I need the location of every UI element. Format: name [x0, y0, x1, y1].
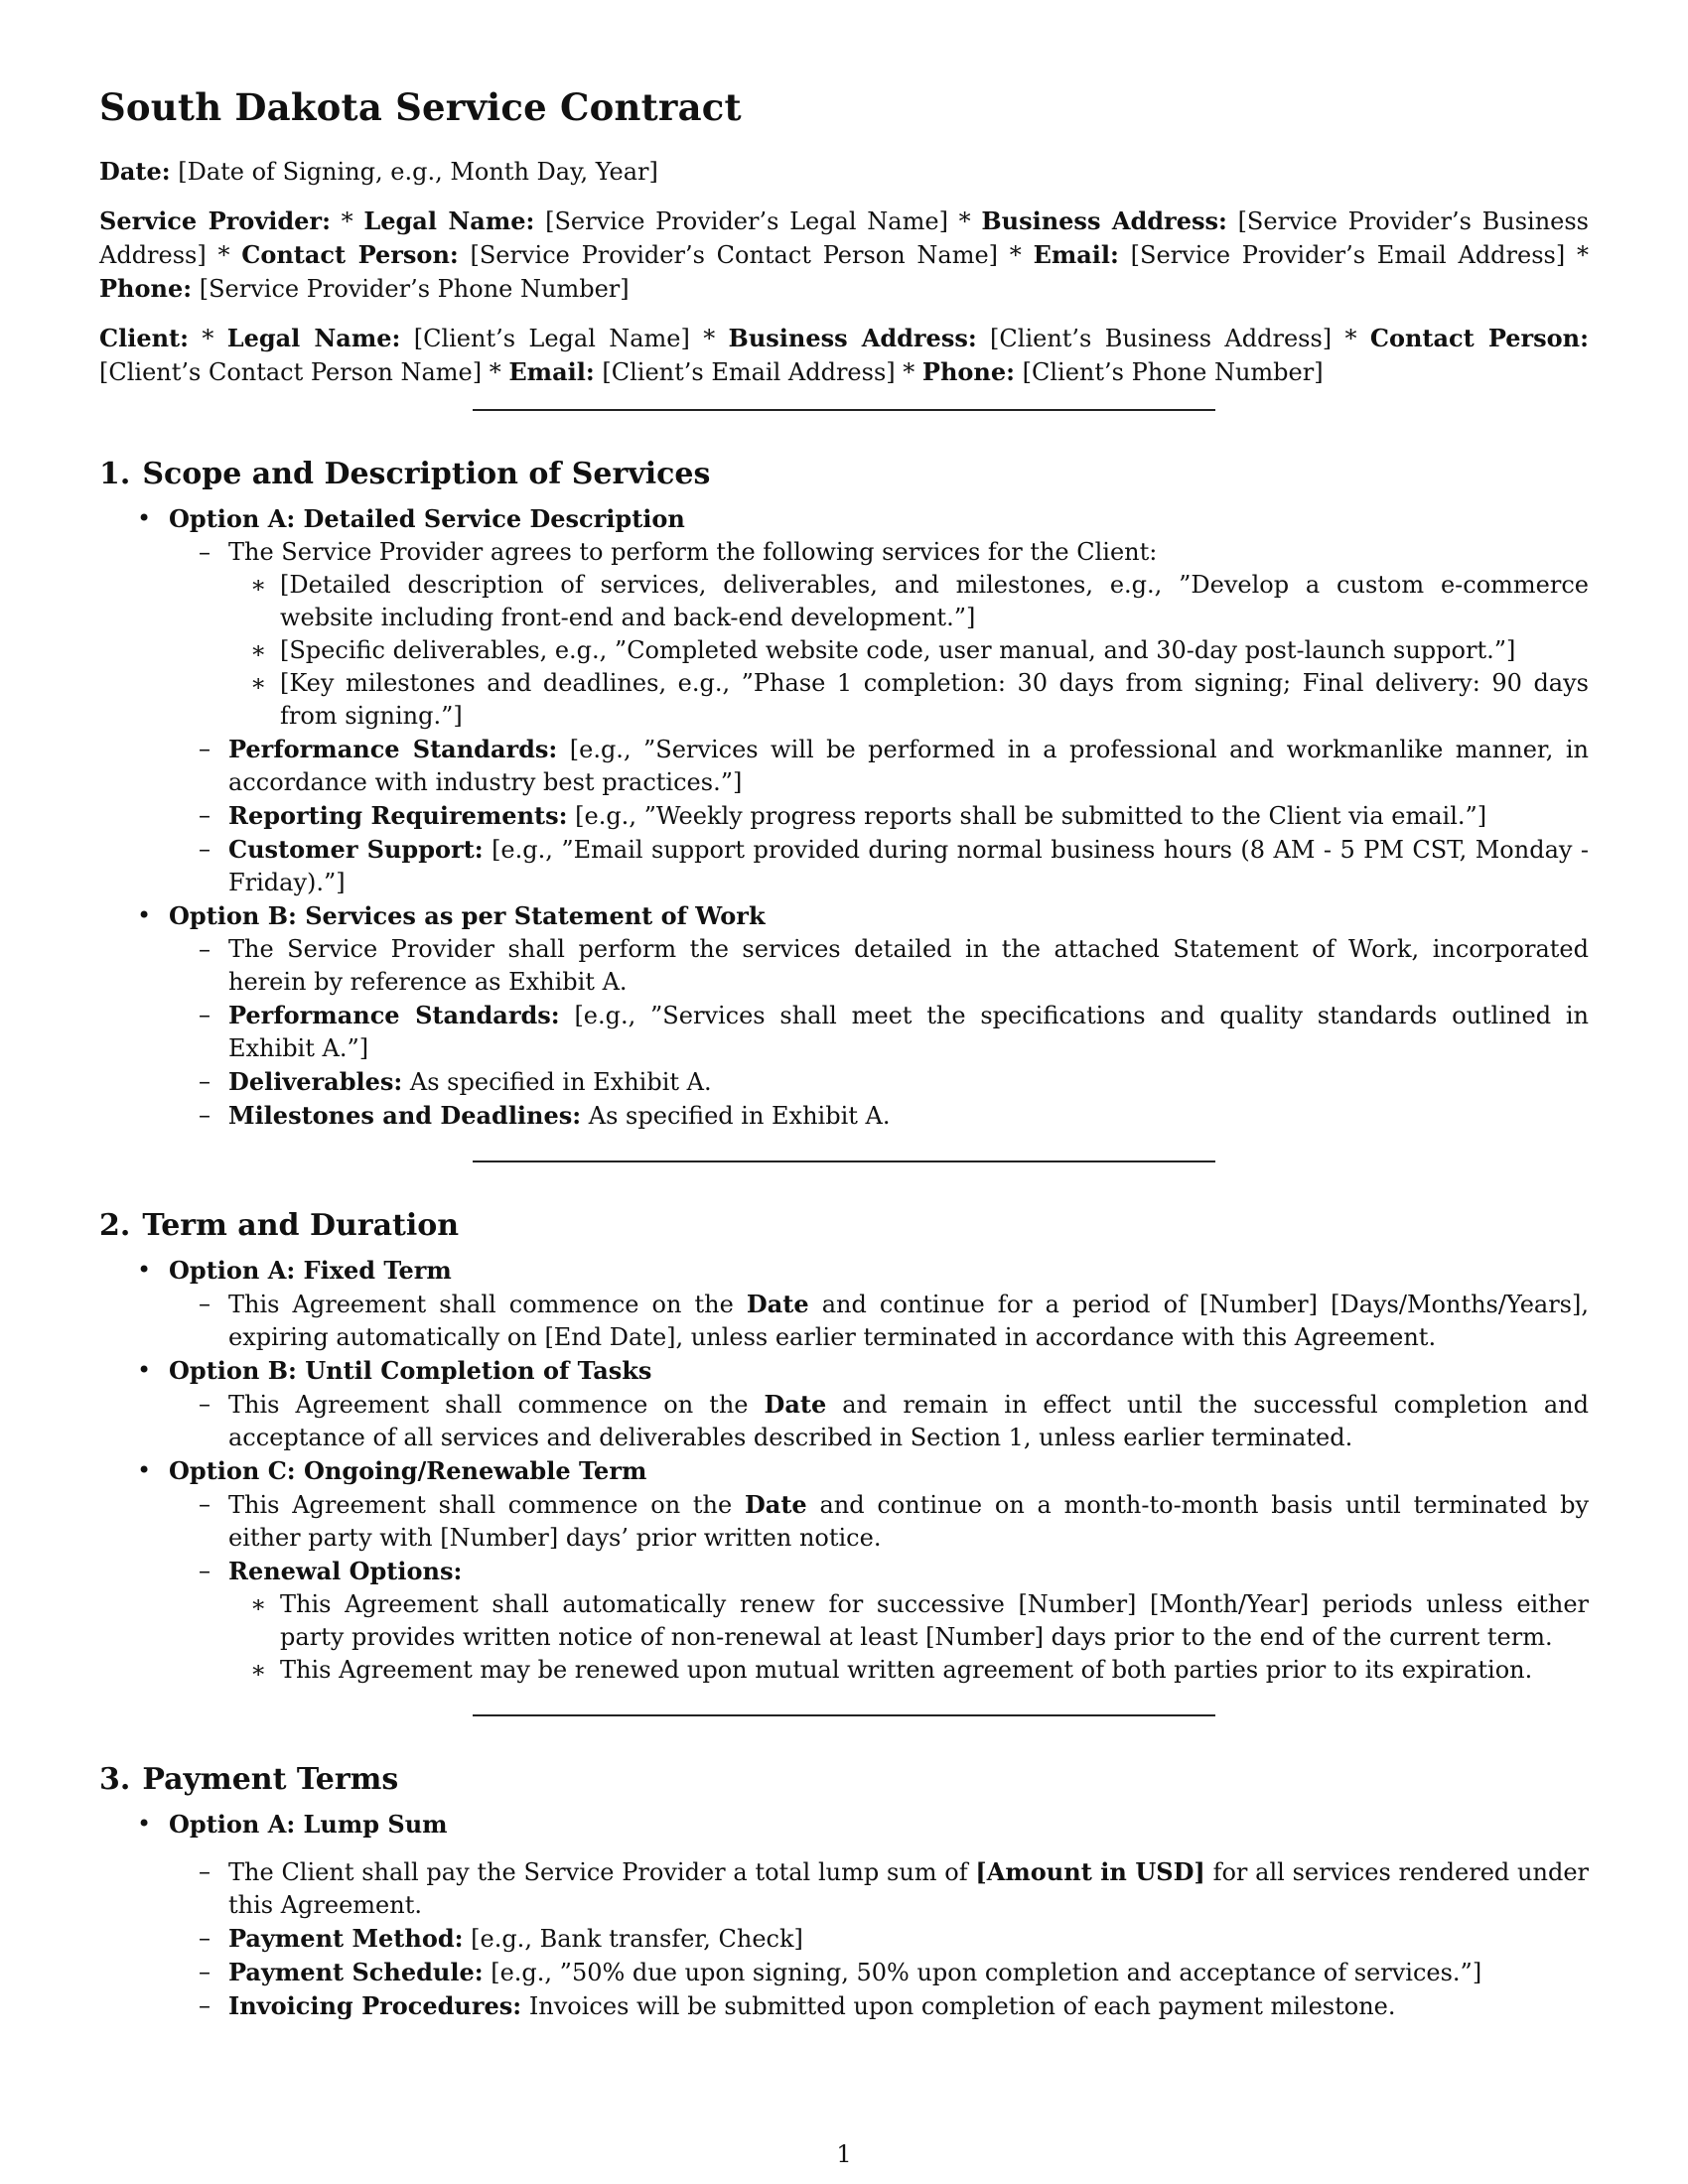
provider-email-label: Email:	[1033, 240, 1119, 269]
list-item	[169, 1989, 1589, 2023]
list-item	[169, 1065, 1589, 1099]
item-text: Invoices will be submitted upon completion of each payment milestone.	[528, 1992, 1396, 2020]
date-term: Date	[764, 1390, 827, 1419]
item-label: Performance Standards:	[228, 1001, 560, 1029]
client-address-label: Business Address:	[728, 324, 977, 352]
item-text: [e.g., ”Weekly progress reports shall be submitted to the Client via email.”]	[575, 802, 1487, 830]
item-text: [e.g., ”Email support provided during normal business hours (8 AM - 5 PM CST, Monday - Friday).”]	[228, 836, 1589, 896]
client-legal-label: Legal Name:	[226, 324, 401, 352]
section-divider	[473, 1714, 1215, 1716]
list-item: – The Service Provider shall perform the services detailed in the attached Statement of Work, incorporated herein by reference as Exhibit A.	[169, 933, 1589, 999]
section-number: 1.	[99, 457, 131, 491]
item-text: This Agreement shall commence on the	[228, 1491, 733, 1519]
item-text: The Service Provider agrees to perform the following services for the Client:	[228, 538, 1158, 566]
item-text: As specified in Exhibit A.	[588, 1102, 891, 1130]
client-label: Client:	[99, 324, 189, 352]
amount-placeholder: [Amount in USD]	[975, 1857, 1205, 1886]
item-label: Payment Method:	[228, 1924, 464, 1953]
date-label: Date:	[99, 157, 171, 186]
provider-address-label: Business Address:	[981, 206, 1227, 235]
list-item	[169, 833, 1589, 899]
item-text: [e.g., ”50% due upon signing, 50% upon completion and acceptance of services.”]	[491, 1959, 1482, 1986]
client-contact: [Client’s Contact Person Name]	[99, 358, 483, 386]
option-label: Option A: Lump Sum	[169, 1810, 448, 1839]
item-label: Reporting Requirements:	[228, 801, 568, 830]
item-text: [e.g., ”Services shall meet the specifications and quality standards outlined in Exhibit A.”]	[228, 1002, 1589, 1062]
client-email: [Client’s Email Address]	[602, 358, 896, 386]
item-label: Deliverables:	[228, 1067, 403, 1096]
item-text: and remain in effect until the successful completion and acceptance of all services and deliverables described in Section 1, unless earlier terminated.	[228, 1391, 1589, 1451]
item-text: This Agreement shall commence on the	[228, 1391, 749, 1419]
item-text: and continue on a month-to-month basis until terminated by either party with [Number] days’ prior written notice.	[228, 1491, 1590, 1552]
client-email-label: Email:	[508, 357, 595, 386]
document-title: South Dakota Service Contract	[99, 85, 742, 129]
section-3-options	[99, 1808, 1589, 2023]
list-item: ∗ [Detailed description of services, deliverables, and milestones, e.g., ”Develop a custom e-commerce website including front-end and back-end development.”]	[228, 569, 1589, 634]
option-b	[99, 1354, 1589, 1454]
option-b	[99, 899, 1589, 1133]
section-3-heading	[99, 1762, 1589, 1798]
list-item	[169, 1555, 1589, 1687]
item-label: Invoicing Procedures:	[228, 1991, 522, 2020]
section-1-options	[99, 502, 1589, 1133]
option-label: Option A: Detailed Service Description	[169, 504, 685, 533]
option-label: Option B: Until Completion of Tasks	[169, 1356, 652, 1385]
item-label: Payment Schedule:	[228, 1958, 484, 1986]
item-label: Performance Standards:	[228, 735, 558, 763]
list-item	[169, 1855, 1589, 1922]
document-page	[99, 85, 1589, 2023]
client-phone-label: Phone:	[921, 357, 1015, 386]
list-item	[169, 799, 1589, 833]
list-item	[169, 1288, 1589, 1354]
item-label: Renewal Options:	[228, 1557, 463, 1585]
section-title: Term and Duration	[142, 1208, 460, 1243]
section-1-heading	[99, 457, 1589, 492]
list-item	[169, 1488, 1589, 1555]
list-item: ∗ This Agreement may be renewed upon mutual written agreement of both parties prior to its expiration.	[228, 1654, 1589, 1687]
item-label: Customer Support:	[228, 835, 484, 864]
section-title: Scope and Description of Services	[142, 457, 711, 491]
provider-label: Service Provider:	[99, 206, 331, 235]
list-item: ∗ [Key milestones and deadlines, e.g., ”Phase 1 completion: 30 days from signing; Final delivery: 90 days from signing.”]	[228, 667, 1589, 733]
list-item: ∗ This Agreement shall automatically renew for successive [Number] [Month/Year] periods unless either party provides written notice of non-renewal at least [Number] days prior to the end of the current term.	[228, 1588, 1589, 1654]
item-text: This Agreement shall commence on the	[228, 1291, 734, 1318]
item-text: and continue for a period of [Number] [Days/Months/Years], expiring automatically on [End Date], unless earlier terminated in accordance with this Agreement.	[228, 1291, 1589, 1351]
list-item	[169, 1099, 1589, 1133]
list-item	[169, 536, 1589, 733]
provider-address: [Service Provider’s Business Address]	[99, 207, 1589, 269]
section-2-options	[99, 1254, 1589, 1687]
section-title: Payment Terms	[142, 1762, 399, 1797]
client-phone: [Client’s Phone Number]	[1022, 358, 1324, 386]
service-provider-block: Service Provider: * Legal Name: [Service Provider’s Legal Name] * Business Address: [Service Provider’s Business Address] * Contact Person: [Service Provider’s Contact Person Name] * Email: [Service Provider’s Email Address] * Phone: [Service Provider’s Phone Number]	[99, 206, 1589, 303]
list-item	[169, 1922, 1589, 1956]
option-c	[99, 1454, 1589, 1687]
option-label: Option A: Fixed Term	[169, 1256, 452, 1285]
client-legal-name: [Client’s Legal Name]	[413, 325, 690, 352]
option-label: Option C: Ongoing/Renewable Term	[169, 1456, 647, 1485]
client-contact-label: Contact Person:	[1369, 324, 1589, 352]
section-number: 3.	[99, 1762, 131, 1797]
list-item: ∗ [Specific deliverables, e.g., ”Completed website code, user manual, and 30-day post-launch support.”]	[228, 634, 1589, 667]
list-item	[169, 1956, 1589, 1989]
option-label: Option B: Services as per Statement of Work	[169, 901, 766, 930]
provider-phone: [Service Provider’s Phone Number]	[199, 275, 630, 303]
section-2-heading	[99, 1208, 1589, 1244]
option-a	[99, 1254, 1589, 1354]
provider-contact: [Service Provider’s Contact Person Name]	[470, 241, 999, 269]
item-text: The Client shall pay the Service Provider a total lump sum of	[228, 1858, 968, 1886]
date-term: Date	[746, 1290, 809, 1318]
section-divider	[473, 1160, 1215, 1162]
date-line	[99, 155, 1589, 189]
date-value: [Date of Signing, e.g., Month Day, Year]	[178, 158, 658, 186]
provider-phone-label: Phone:	[99, 274, 193, 303]
list-item	[169, 999, 1589, 1065]
option-a	[99, 502, 1589, 899]
option-a	[99, 1808, 1589, 2023]
item-text: [e.g., Bank transfer, Check]	[471, 1925, 803, 1953]
item-text: for all services rendered under this Agreement.	[228, 1858, 1589, 1919]
provider-contact-label: Contact Person:	[241, 240, 459, 269]
list-item	[169, 733, 1589, 799]
provider-legal-label: Legal Name:	[363, 206, 535, 235]
date-term: Date	[744, 1490, 807, 1519]
provider-email: [Service Provider’s Email Address]	[1130, 241, 1566, 269]
section-divider	[473, 409, 1215, 411]
list-item	[169, 1388, 1589, 1454]
section-number: 2.	[99, 1208, 131, 1243]
item-text: As specified in Exhibit A.	[409, 1068, 712, 1096]
client-address: [Client’s Business Address]	[990, 325, 1333, 352]
item-text: [e.g., ”Services will be performed in a professional and workmanlike manner, in accordance with industry best practices.”]	[228, 736, 1589, 796]
page-number: 1	[836, 2140, 852, 2168]
item-label: Milestones and Deadlines:	[228, 1101, 582, 1130]
client-block: Client: * Legal Name: [Client’s Legal Name] * Business Address: [Client’s Business Address] * Contact Person: [Client’s Contact Person Name] * Email: [Client’s Email Address] * Phone: [Client’s Phone Number]	[99, 324, 1589, 386]
provider-legal-name: [Service Provider’s Legal Name]	[545, 207, 948, 235]
